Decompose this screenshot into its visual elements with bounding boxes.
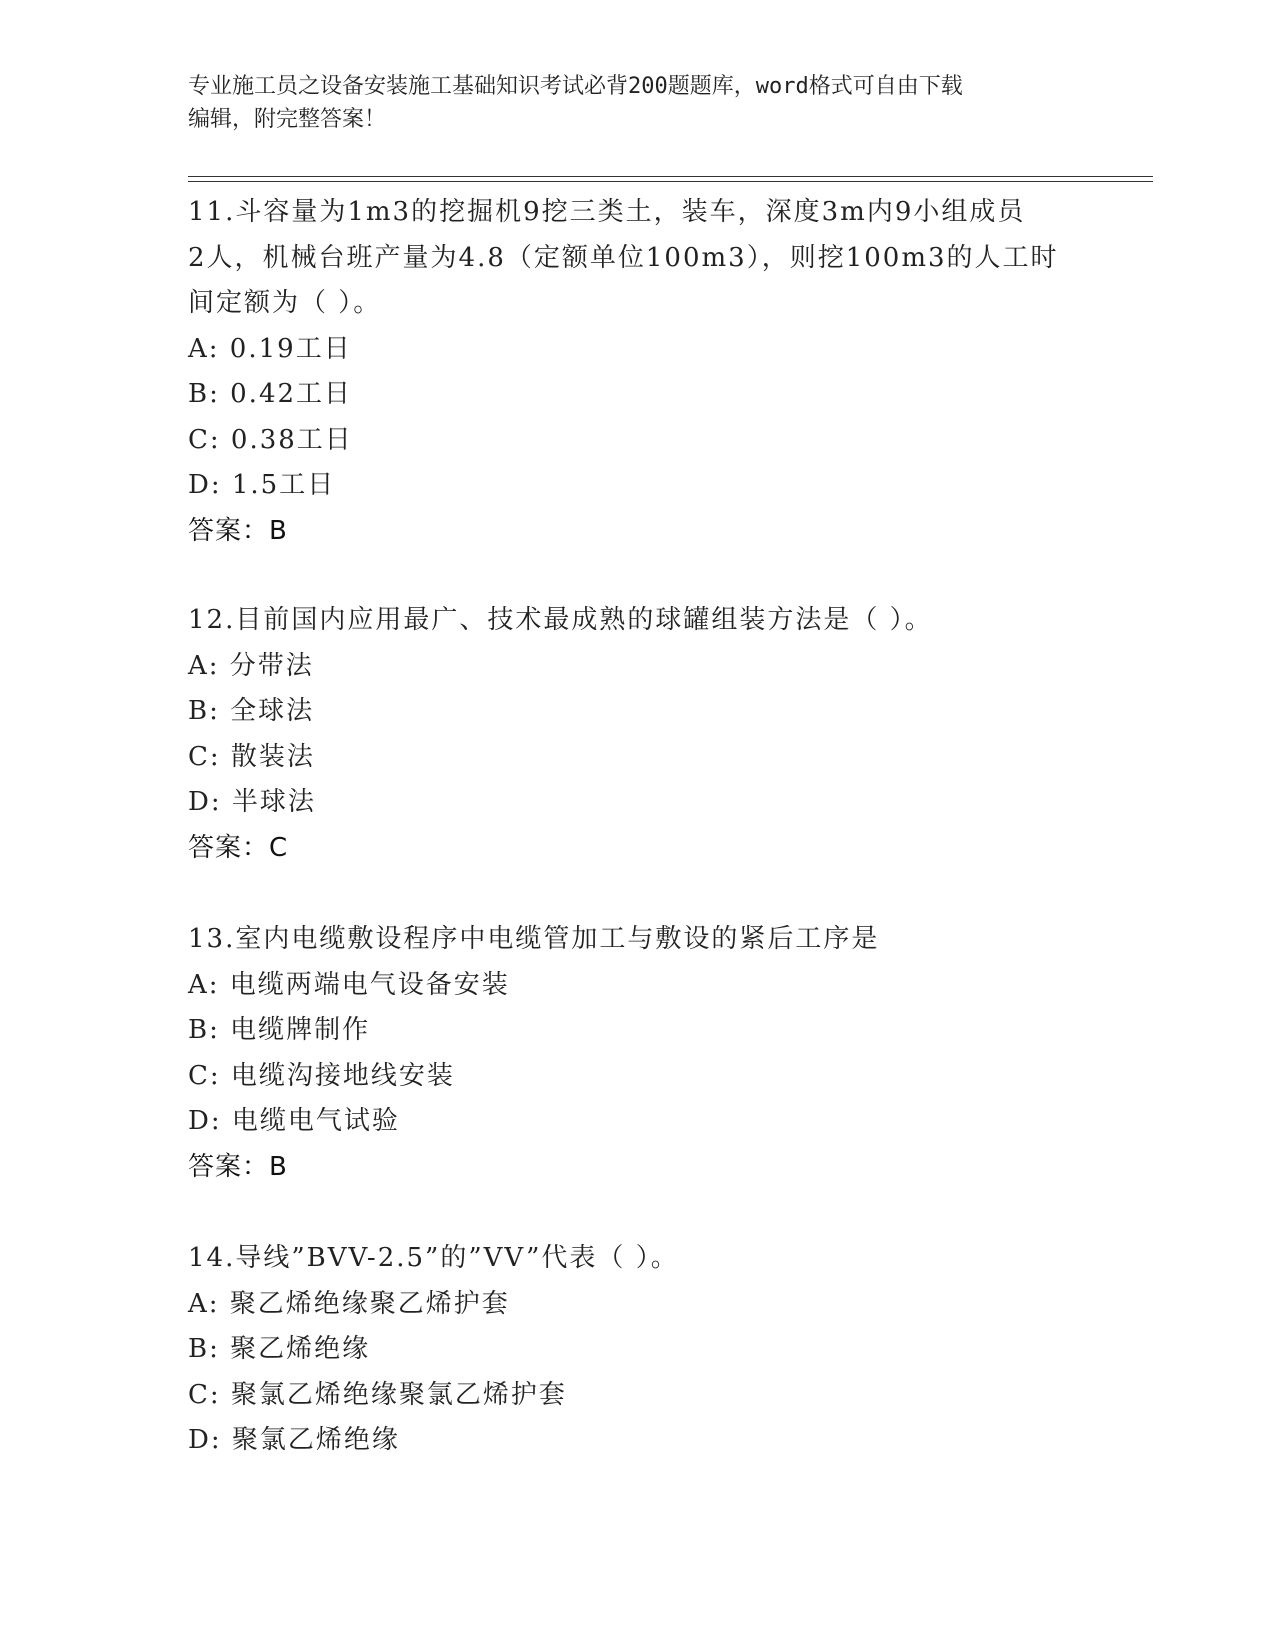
option-a: A: 聚乙烯绝缘聚乙烯护套	[188, 1288, 510, 1319]
option-b: B: 电缆牌制作	[188, 1015, 371, 1045]
header-line-1: 专业施工员之设备安装施工基础知识考试必背200题题库，word格式可自由下载	[188, 74, 963, 99]
option-a: A: 电缆两端电气设备安装	[188, 969, 510, 1000]
question-stem-line: 11.斗容量为1m3的挖掘机9挖三类土，装车，深度3m内9小组成员	[188, 197, 1026, 227]
option-c: C: 0.38工日	[188, 424, 353, 455]
option-b: B: 0.42工日	[188, 379, 353, 409]
option-d: D: 聚氯乙烯绝缘	[188, 1425, 400, 1455]
answer: 答案：B	[188, 1151, 288, 1182]
question-stem-line: 2人，机械台班产量为4.8（定额单位100m3），则挖100m3的人工时	[188, 242, 1059, 273]
option-d: D: 1.5工日	[188, 470, 336, 500]
question-14	[188, 1236, 1088, 1464]
header-divider-top	[188, 176, 1153, 177]
document-header	[188, 70, 1088, 136]
option-b: B: 全球法	[188, 696, 315, 726]
option-c: C: 电缆沟接地线安装	[188, 1060, 455, 1091]
answer: 答案：B	[188, 515, 288, 546]
option-d: D: 电缆电气试验	[188, 1106, 400, 1136]
option-d: D: 半球法	[188, 787, 316, 817]
question-stem-line: 14.导线”BVV-2.5”的”VV”代表（ ）。	[188, 1243, 679, 1273]
option-b: B: 聚乙烯绝缘	[188, 1334, 371, 1364]
option-c: C: 散装法	[188, 741, 315, 772]
answer: 答案：C	[188, 832, 289, 863]
question-stem-line: 13.室内电缆敷设程序中电缆管加工与敷设的紧后工序是	[188, 924, 880, 954]
question-13	[188, 917, 1088, 1190]
question-stem-line: 12.目前国内应用最广、技术最成熟的球罐组装方法是（ ）。	[188, 605, 933, 635]
header-divider-bottom	[188, 181, 1153, 182]
question-12	[188, 598, 1088, 871]
question-11	[188, 190, 1088, 554]
option-c: C: 聚氯乙烯绝缘聚氯乙烯护套	[188, 1379, 567, 1410]
header-line-2: 编辑，附完整答案！	[188, 107, 387, 132]
option-a: A: 分带法	[188, 650, 314, 681]
option-a: A: 0.19工日	[188, 333, 352, 364]
question-stem-line: 间定额为（ ）。	[188, 288, 382, 318]
